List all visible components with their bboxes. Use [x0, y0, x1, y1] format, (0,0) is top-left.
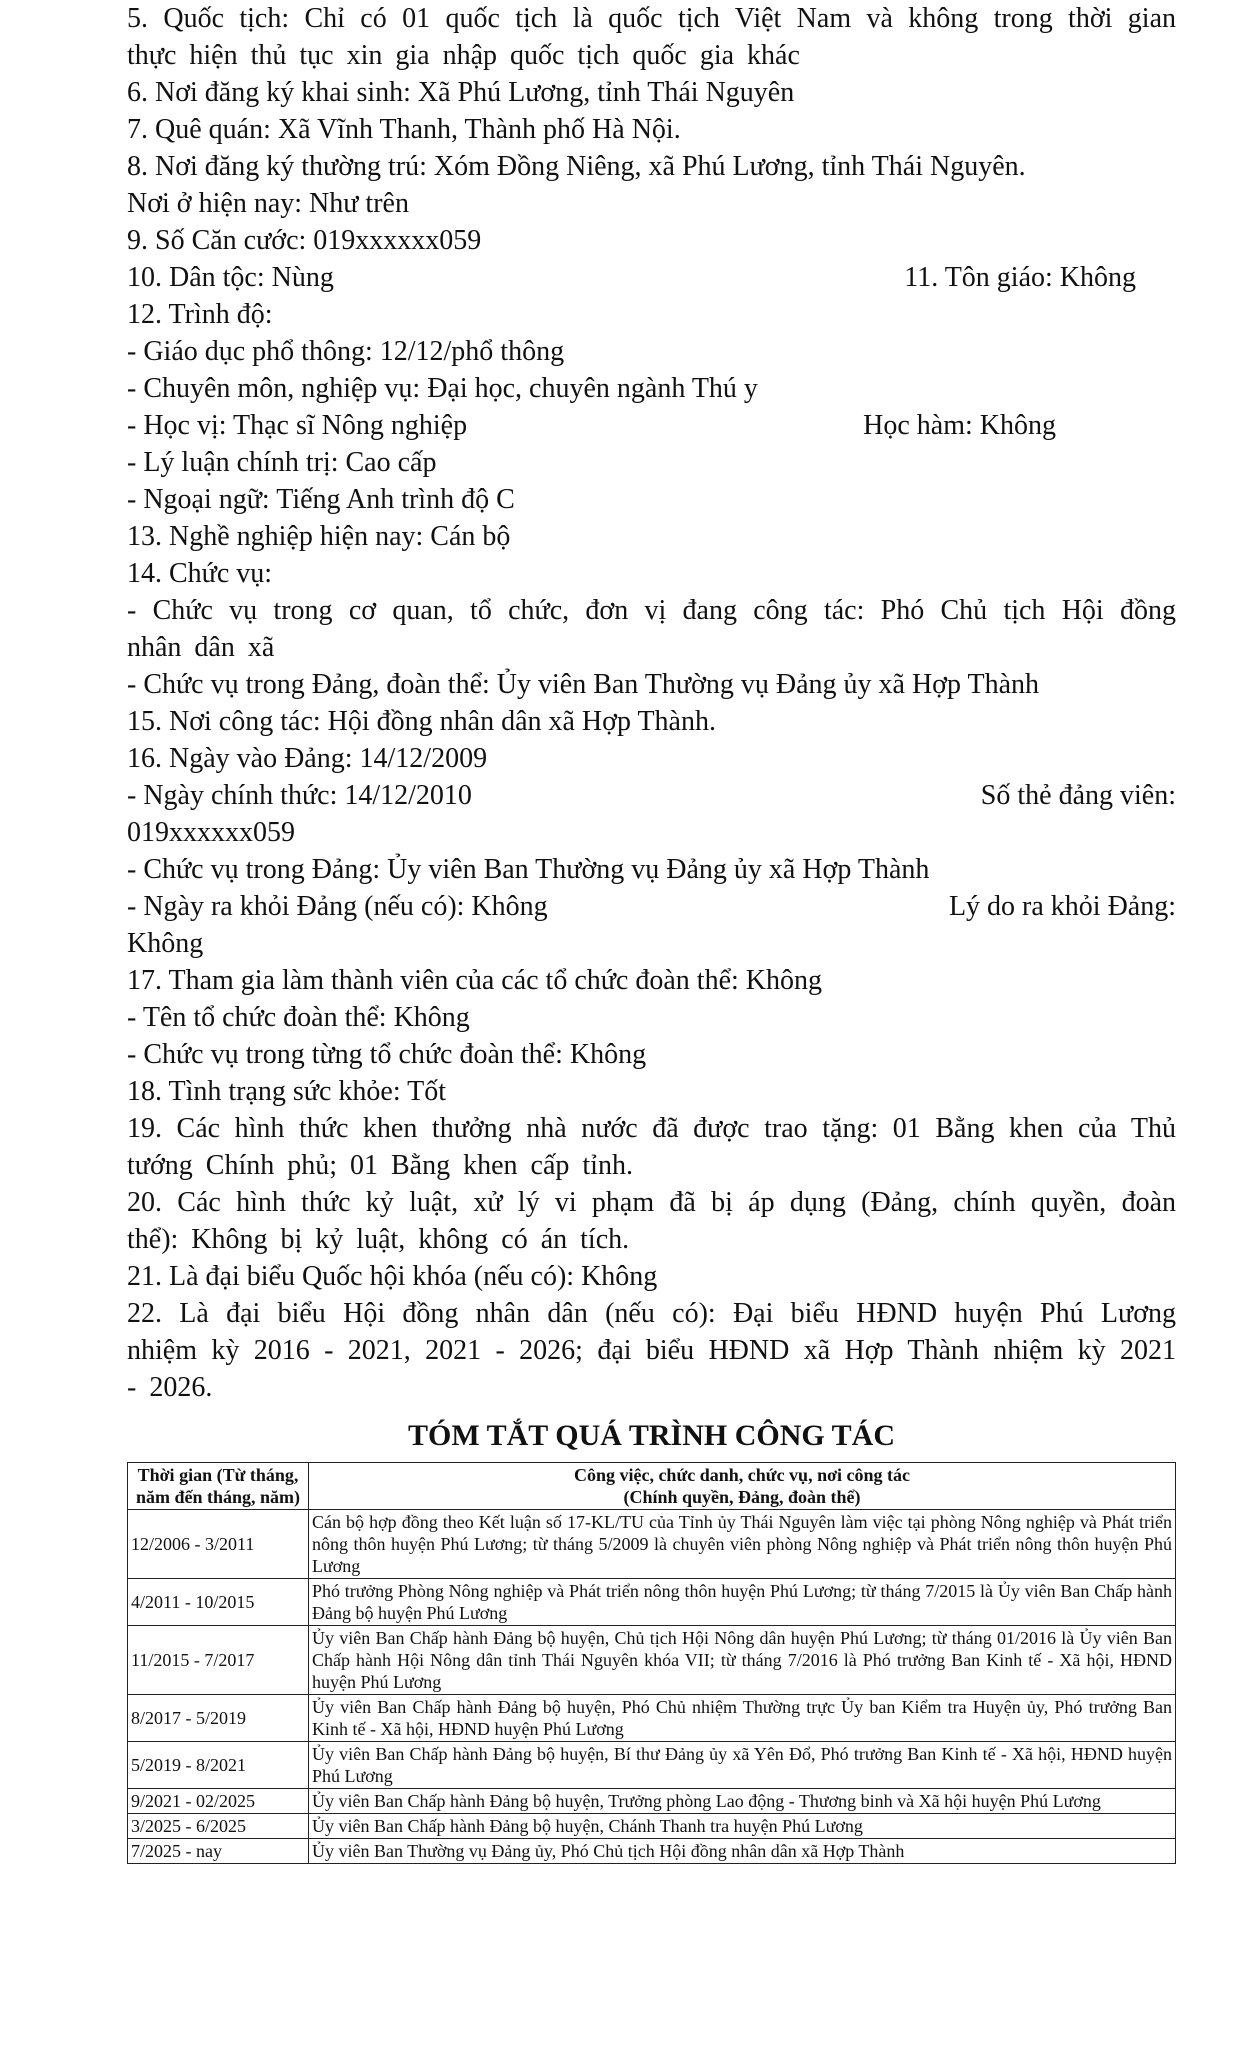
table-row [128, 1839, 1176, 1864]
item-7-hometown: 7. Quê quán: Xã Vĩnh Thanh, Thành phố Hà Nội. [127, 114, 681, 145]
item-13-occupation: 13. Nghề nghiệp hiện nay: Cán bộ [127, 521, 511, 552]
row-time: 3/2025 - 6/2025 [128, 1814, 309, 1839]
row-description: Ủy viên Ban Chấp hành Đảng bộ huyện, Chủ tịch Hội Nông dân huyện Phú Lương; từ tháng 01/2016 là Ủy viên Ban Chấp hành Hội Nông dân tỉnh Thái Nguyên khóa VII; từ tháng 7/2016 là Phó trưởng Ban Kinh tế - Xã hội, HĐND huyện Phú Lương [309, 1626, 1176, 1695]
item-10-11-row [127, 259, 1176, 296]
item-21-national-assembly: 21. Là đại biểu Quốc hội khóa (nếu có): Không [127, 1261, 658, 1292]
item-16-leave-reason: Không [127, 928, 204, 959]
row-time: 8/2017 - 5/2019 [128, 1695, 309, 1742]
row-time: 5/2019 - 8/2021 [128, 1742, 309, 1789]
header-time: Thời gian (Từ tháng, năm đến tháng, năm) [128, 1463, 309, 1510]
table-row [128, 1695, 1176, 1742]
item-17-organizations: 17. Tham gia làm thành viên của các tổ chức đoàn thể: Không [127, 965, 822, 996]
row-description: Ủy viên Ban Chấp hành Đảng bộ huyện, Phó Chủ nhiệm Thường trực Ủy ban Kiểm tra Huyện ủy, Phó trưởng Ban Kinh tế - Xã hội, HĐND huyện Phú Lương [309, 1695, 1176, 1742]
row-time: 11/2015 - 7/2017 [128, 1626, 309, 1695]
summary-title: TÓM TẮT QUÁ TRÌNH CÔNG TÁC [407, 1419, 896, 1452]
row-description: Ủy viên Ban Chấp hành Đảng bộ huyện, Chánh Thanh tra huyện Phú Lương [309, 1814, 1176, 1839]
item-14-party-position: - Chức vụ trong Đảng, đoàn thể: Ủy viên Ban Thường vụ Đảng ủy xã Hợp Thành [127, 669, 1040, 700]
table-row [128, 1626, 1176, 1695]
table-row [128, 1814, 1176, 1839]
item-22-peoples-council: 22. Là đại biểu Hội đồng nhân dân (nếu có): Đại biểu HĐND huyện Phú Lương nhiệm kỳ 2016 - 2021, 2021 - 2026; đại biểu HĐND xã Hợp Thành nhiệm kỳ 2021 - 2026. [127, 1298, 1176, 1403]
header-description [309, 1463, 1176, 1510]
row-time: 7/2025 - nay [128, 1839, 309, 1864]
item-12-degree-row [127, 407, 1176, 444]
item-16-leave-row [127, 888, 1176, 925]
item-12-degree: - Học vị: Thạc sĩ Nông nghiệp [127, 410, 468, 441]
row-time: 4/2011 - 10/2015 [128, 1579, 309, 1626]
item-8-current-residence: Nơi ở hiện nay: Như trên [127, 188, 409, 219]
item-16-official-date: - Ngày chính thức: 14/12/2010 [127, 780, 472, 811]
item-12-academic-title: Học hàm: Không [863, 410, 1056, 441]
work-history-table [127, 1462, 1176, 1864]
item-16-card-number: 019xxxxxx059 [127, 817, 295, 848]
item-16-leave-reason-label: Lý do ra khỏi Đảng: [948, 891, 1176, 922]
item-12-education-heading: 12. Trình độ: [127, 299, 273, 330]
item-16-leave-date: - Ngày ra khỏi Đảng (nếu có): Không [127, 891, 548, 922]
item-9-id-number: 9. Số Căn cước: 019xxxxxx059 [127, 225, 482, 256]
item-15-workplace: 15. Nơi công tác: Hội đồng nhân dân xã Hợp Thành. [127, 706, 716, 737]
item-5-nationality: 5. Quốc tịch: Chỉ có 01 quốc tịch là quốc tịch Việt Nam và không trong thời gian thực hiện thủ tục xin gia nhập quốc tịch quốc gia khác [127, 3, 1176, 71]
item-19-awards: 19. Các hình thức khen thưởng nhà nước đã được trao tặng: 01 Bằng khen của Thủ tướng Chính phủ; 01 Bằng khen cấp tỉnh. [127, 1113, 1176, 1181]
header-description-line-2: (Chính quyền, Đảng, đoàn thể) [623, 1487, 861, 1507]
item-12-general-education: - Giáo dục phổ thông: 12/12/phổ thông [127, 336, 565, 367]
item-20-discipline: 20. Các hình thức kỷ luật, xử lý vi phạm đã bị áp dụng (Đảng, chính quyền, đoàn thể): Không bị kỷ luật, không có án tích. [127, 1187, 1176, 1255]
row-description: Ủy viên Ban Chấp hành Đảng bộ huyện, Bí thư Đảng ủy xã Yên Đổ, Phó trưởng Ban Kinh tế - Xã hội, HĐND huyện Phú Lương [309, 1742, 1176, 1789]
row-description: Phó trưởng Phòng Nông nghiệp và Phát triển nông thôn huyện Phú Lương; từ tháng 7/2015 là Ủy viên Ban Chấp hành Đảng bộ huyện Phú Lương [309, 1579, 1176, 1626]
table-row [128, 1510, 1176, 1579]
row-description: Ủy viên Ban Thường vụ Đảng ủy, Phó Chủ tịch Hội đồng nhân dân xã Hợp Thành [309, 1839, 1176, 1864]
document-content [127, 0, 1176, 1864]
item-8-permanent-residence: 8. Nơi đăng ký thường trú: Xóm Đồng Niêng, xã Phú Lương, tỉnh Thái Nguyên. [127, 151, 1026, 182]
item-14-position-heading: 14. Chức vụ: [127, 558, 273, 589]
item-18-health: 18. Tình trạng sức khỏe: Tốt [127, 1076, 446, 1107]
item-16-card-label: Số thẻ đảng viên: [980, 780, 1176, 811]
table-row [128, 1742, 1176, 1789]
item-12-specialty: - Chuyên môn, nghiệp vụ: Đại học, chuyên ngành Thú y [127, 373, 758, 404]
row-description: Cán bộ hợp đồng theo Kết luận số 17-KL/TU của Tỉnh ủy Thái Nguyên làm việc tại phòng Nông nghiệp và Phát triển nông thôn huyện Phú Lương; từ tháng 5/2009 là chuyên viên phòng Nông nghiệp và Phát triển nông thôn huyện Phú Lương [309, 1510, 1176, 1579]
table-row [128, 1789, 1176, 1814]
row-time: 12/2006 - 3/2011 [128, 1510, 309, 1579]
item-16-party-position: - Chức vụ trong Đảng: Ủy viên Ban Thường vụ Đảng ủy xã Hợp Thành [127, 854, 930, 885]
item-14-agency-position: - Chức vụ trong cơ quan, tổ chức, đơn vị đang công tác: Phó Chủ tịch Hội đồng nhân dân xã [127, 595, 1176, 663]
row-description: Ủy viên Ban Chấp hành Đảng bộ huyện, Trưởng phòng Lao động - Thương binh và Xã hội huyện Phú Lương [309, 1789, 1176, 1814]
table-row [128, 1579, 1176, 1626]
item-6-birth-registration: 6. Nơi đăng ký khai sinh: Xã Phú Lương, tỉnh Thái Nguyên [127, 77, 795, 108]
item-12-political-theory: - Lý luận chính trị: Cao cấp [127, 447, 437, 478]
item-11-religion: 11. Tôn giáo: Không [904, 262, 1136, 293]
item-16-party-join-date: 16. Ngày vào Đảng: 14/12/2009 [127, 743, 488, 774]
item-17-organization-name: - Tên tổ chức đoàn thể: Không [127, 1002, 470, 1033]
item-16-official-date-row [127, 777, 1176, 814]
table-header-row [128, 1463, 1176, 1510]
item-12-foreign-language: - Ngoại ngữ: Tiếng Anh trình độ C [127, 484, 515, 515]
row-time: 9/2021 - 02/2025 [128, 1789, 309, 1814]
header-description-line-1: Công việc, chức danh, chức vụ, nơi công tác [573, 1465, 911, 1485]
item-10-ethnicity: 10. Dân tộc: Nùng [127, 262, 334, 293]
item-17-organization-position: - Chức vụ trong từng tổ chức đoàn thể: Không [127, 1039, 647, 1070]
